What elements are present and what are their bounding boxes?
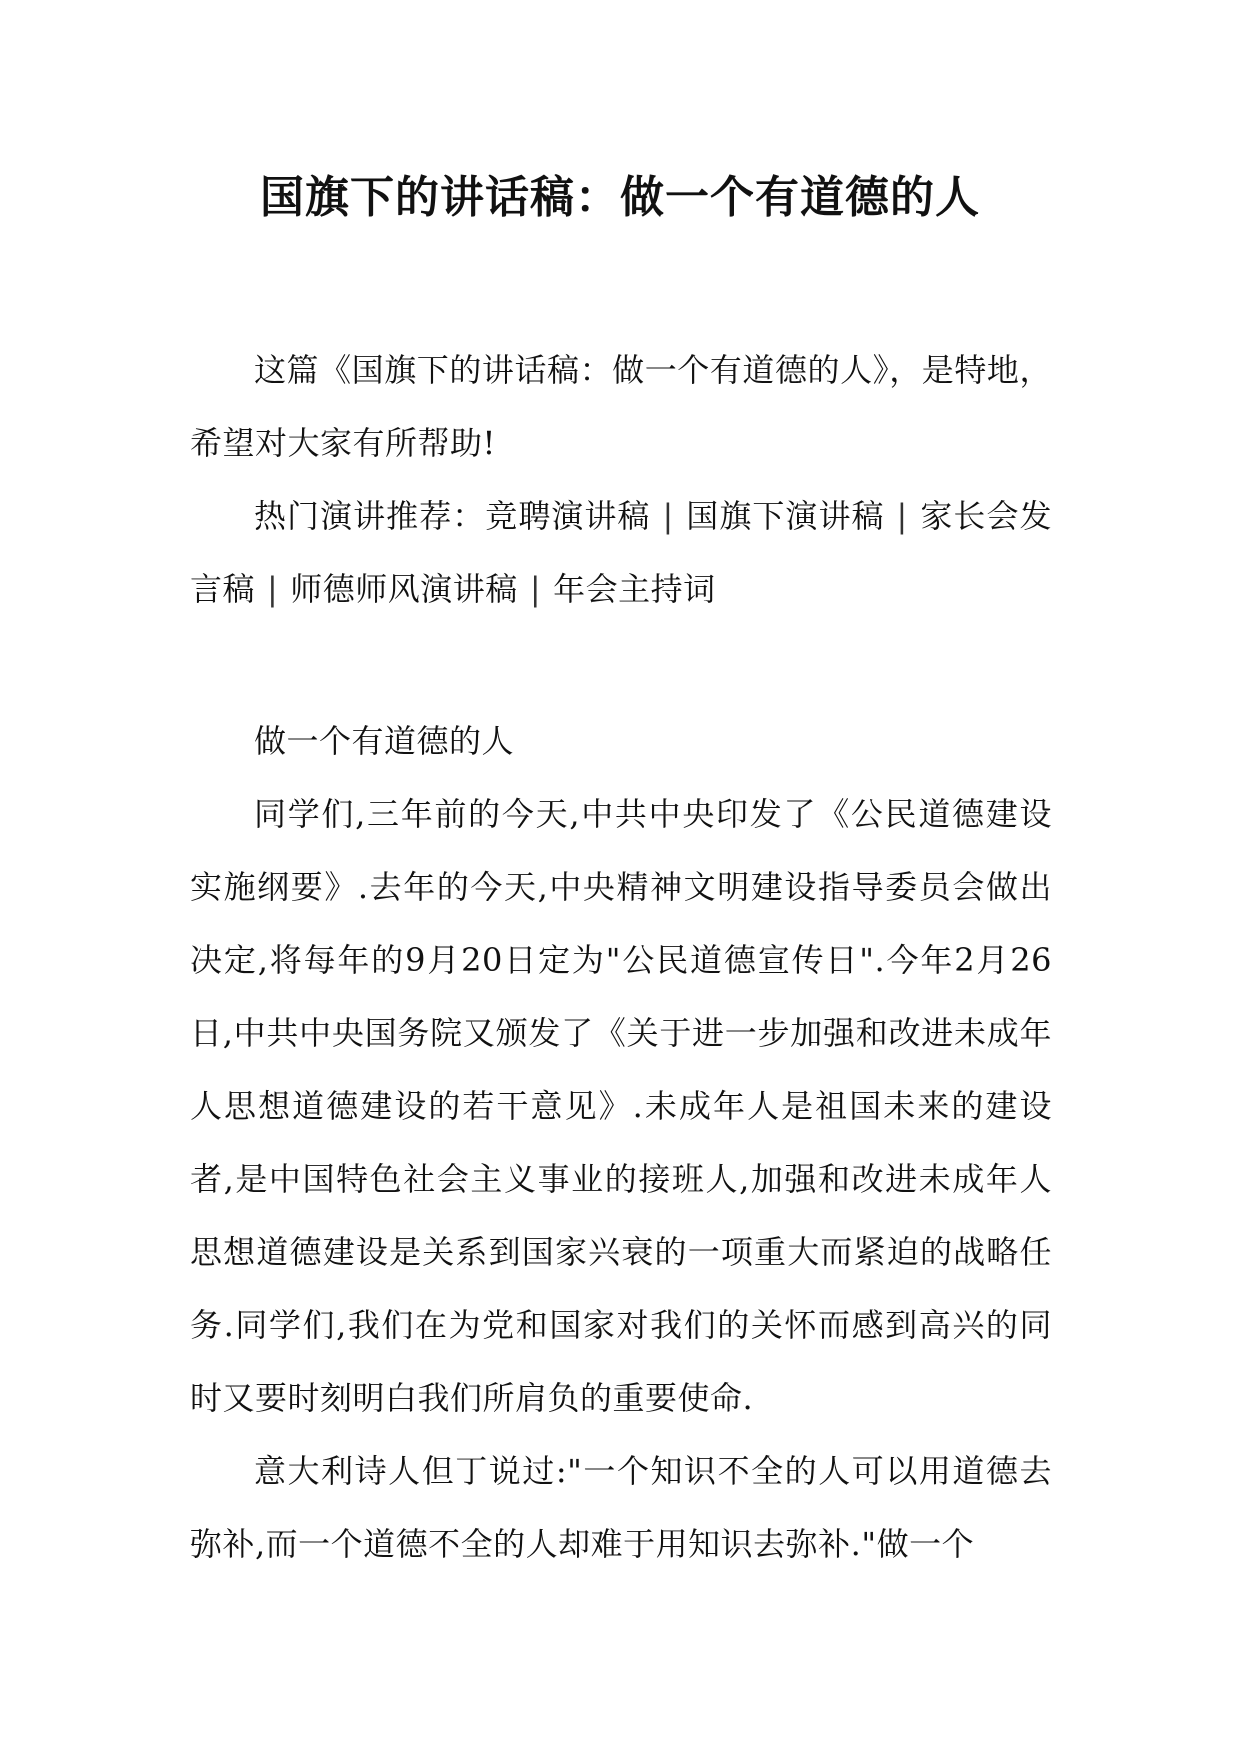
article-body (190, 705, 1052, 1581)
link-flag-speech[interactable]: 国旗下演讲稿 (685, 497, 885, 535)
link-annual-meeting-host[interactable]: 年会主持词 (553, 570, 716, 608)
page-title: 国旗下的讲话稿：做一个有道德的人 (260, 172, 980, 223)
recommend-prefix: 热门演讲推荐： (254, 497, 486, 535)
link-separator: | (529, 570, 542, 608)
link-separator: | (662, 497, 674, 535)
intro-block (190, 334, 1052, 626)
link-separator: | (267, 570, 279, 608)
article-subtitle: 做一个有道德的人 (254, 722, 515, 760)
intro-paragraph: 这篇《国旗下的讲话稿：做一个有道德的人》，是特地，希望对大家有所帮助! (190, 351, 1052, 462)
link-competition-speech[interactable]: 竞聘演讲稿 (485, 497, 651, 535)
link-teacher-ethics-speech[interactable]: 师德师风演讲稿 (290, 570, 518, 608)
article-paragraph-2: 意大利诗人但丁说过:"一个知识不全的人可以用道德去弥补,而一个道德不全的人却难于用知识去弥补."做一个 (190, 1452, 1052, 1563)
recommend-paragraph (190, 480, 1052, 626)
article-paragraph-1: 同学们,三年前的今天,中共中央印发了《公民道德建设实施纲要》.去年的今天,中央精神文明建设指导委员会做出决定,将每年的9月20日定为"公民道德宣传日".今年2月26日,中共中央国务院又颁发了《关于进一步加强和改进未成年人思想道德建设的若干意见》.未成年人是祖国未来的建设者,是中国特色社会主义事业的接班人,加强和改进未成年人思想道德建设是关系到国家兴衰的一项重大而紧迫的战略任务.同学们,我们在为党和国家对我们的关怀而感到高兴的同时又要时刻明白我们所肩负的重要使命. (190, 795, 1052, 1417)
link-parent-meeting-speech[interactable]: 家长会发言稿 (190, 497, 1052, 608)
link-separator: | (896, 497, 908, 535)
